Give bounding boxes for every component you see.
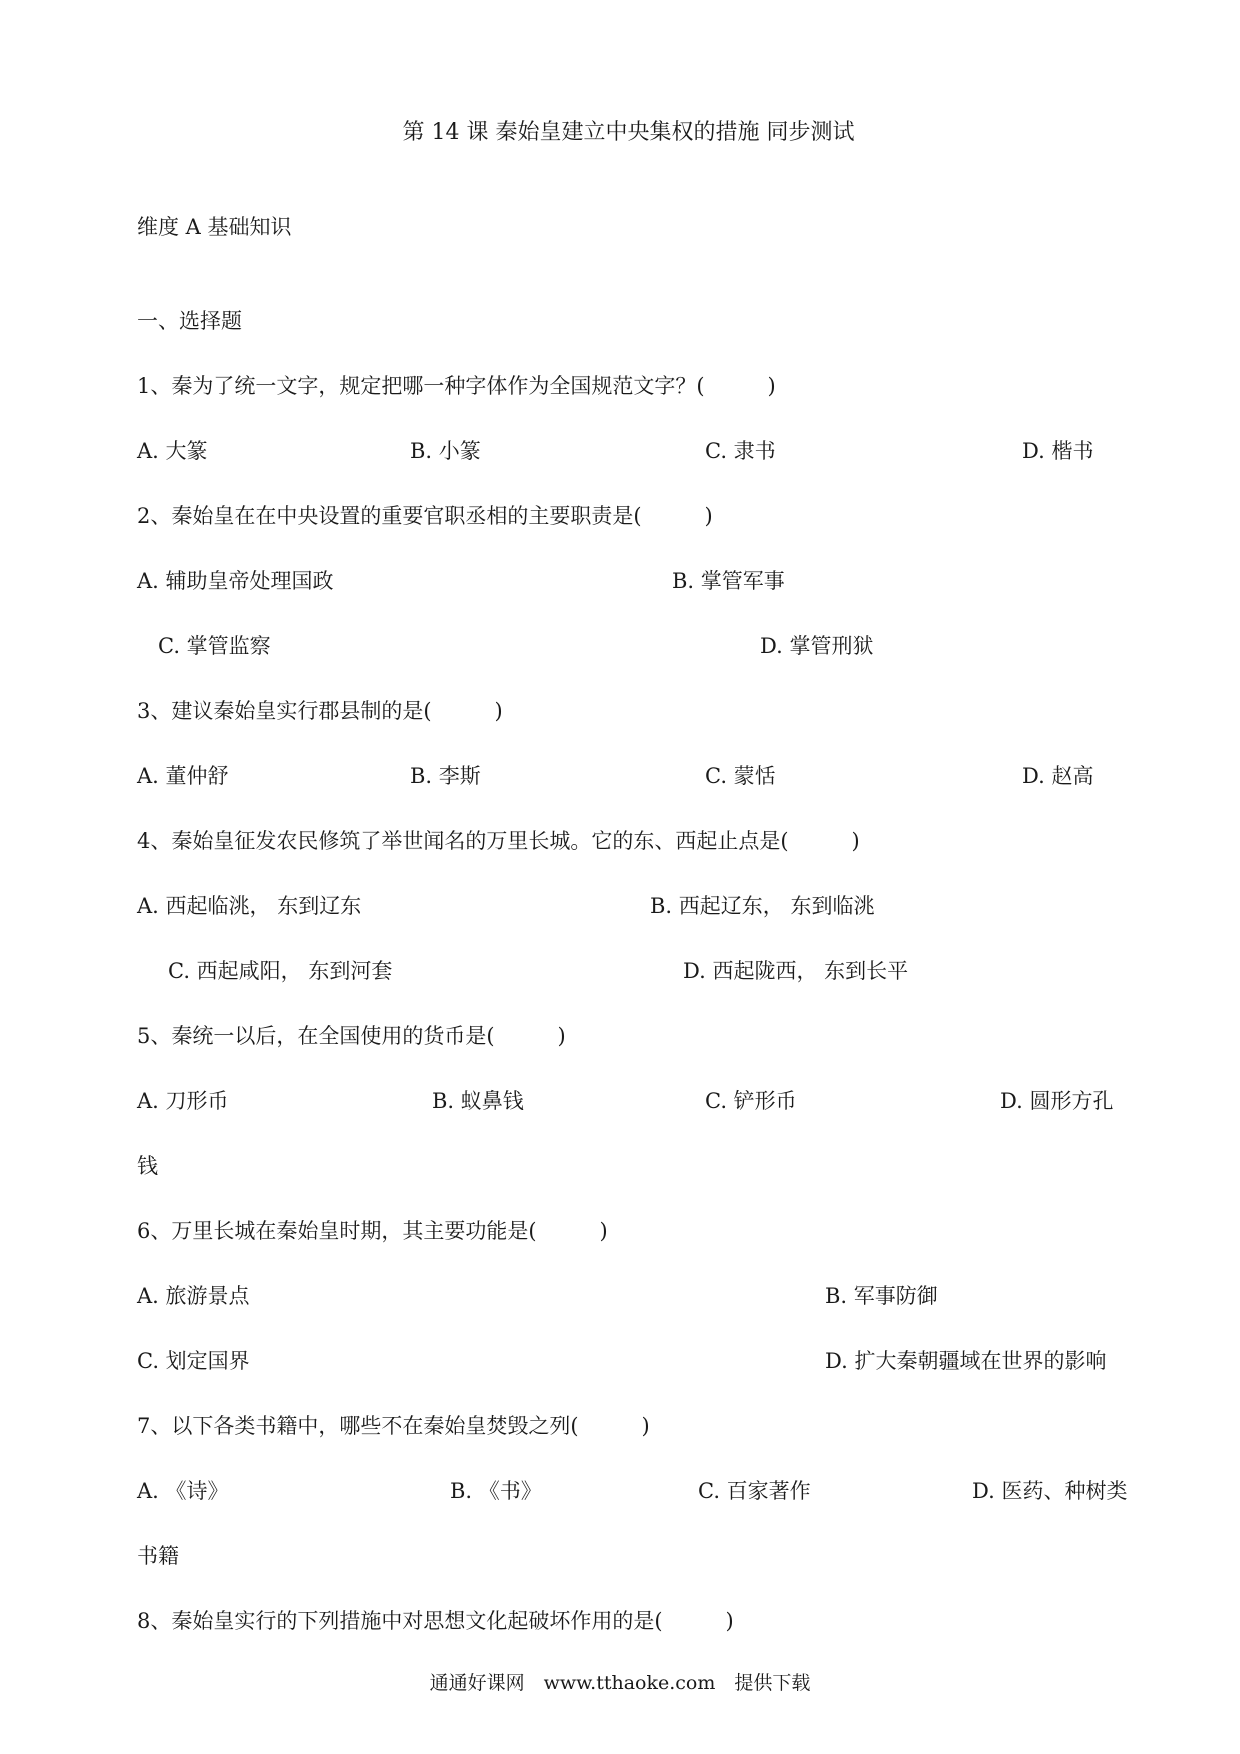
q7-option-d-continued: 书籍 <box>137 1544 179 1568</box>
q2-option-b: B. 掌管军事 <box>672 569 785 593</box>
q5-option-b: B. 蚁鼻钱 <box>432 1089 524 1113</box>
q5-option-d-continued: 钱 <box>137 1154 158 1178</box>
q3-option-c: C. 蒙恬 <box>705 764 776 788</box>
q7-option-b: B. 《书》 <box>450 1479 542 1503</box>
page-footer: 通通好课网 www.tthaoke.com 提供下载 <box>429 1672 811 1694</box>
q1-option-c: C. 隶书 <box>705 439 776 463</box>
question-2: 2、秦始皇在在中央设置的重要官职丞相的主要职责是( ) <box>137 504 713 528</box>
q4-option-a: A. 西起临洮， 东到辽东 <box>137 894 362 918</box>
question-3: 3、建议秦始皇实行郡县制的是( ) <box>137 699 503 723</box>
question-4: 4、秦始皇征发农民修筑了举世闻名的万里长城。它的东、西起止点是( ) <box>137 829 860 853</box>
q5-option-c: C. 铲形币 <box>705 1089 797 1113</box>
q5-option-d: D. 圆形方孔 <box>1000 1089 1114 1113</box>
question-7: 7、以下各类书籍中，哪些不在秦始皇焚毁之列( ) <box>137 1414 650 1438</box>
q1-option-d: D. 楷书 <box>1022 439 1094 463</box>
q3-option-a: A. 董仲舒 <box>137 764 229 788</box>
q3-option-d: D. 赵高 <box>1022 764 1094 788</box>
question-5: 5、秦统一以后，在全国使用的货币是( ) <box>137 1024 566 1048</box>
question-8: 8、秦始皇实行的下列措施中对思想文化起破坏作用的是( ) <box>137 1609 734 1633</box>
q2-option-c: C. 掌管监察 <box>158 634 271 658</box>
q5-option-a: A. 刀形币 <box>137 1089 229 1113</box>
section-heading: 维度 A 基础知识 <box>137 215 292 239</box>
question-1: 1、秦为了统一文字，规定把哪一种字体作为全国规范文字？( ) <box>137 374 776 398</box>
q7-option-c: C. 百家著作 <box>698 1479 811 1503</box>
part-heading: 一、选择题 <box>137 309 242 333</box>
question-6: 6、万里长城在秦始皇时期，其主要功能是( ) <box>137 1219 608 1243</box>
q6-option-d: D. 扩大秦朝疆域在世界的影响 <box>825 1349 1107 1373</box>
q1-option-b: B. 小篆 <box>410 439 481 463</box>
q6-option-b: B. 军事防御 <box>825 1284 938 1308</box>
q6-option-c: C. 划定国界 <box>137 1349 250 1373</box>
q3-option-b: B. 李斯 <box>410 764 481 788</box>
q4-option-c: C. 西起咸阳， 东到河套 <box>168 959 393 983</box>
q2-option-a: A. 辅助皇帝处理国政 <box>137 569 334 593</box>
q7-option-a: A. 《诗》 <box>137 1479 229 1503</box>
q6-option-a: A. 旅游景点 <box>137 1284 250 1308</box>
q4-option-d: D. 西起陇西， 东到长平 <box>683 959 909 983</box>
page-title: 第 14 课 秦始皇建立中央集权的措施 同步测试 <box>402 120 855 145</box>
q1-option-a: A. 大篆 <box>137 439 208 463</box>
q7-option-d: D. 医药、种树类 <box>972 1479 1128 1503</box>
q2-option-d: D. 掌管刑狱 <box>760 634 874 658</box>
q4-option-b: B. 西起辽东， 东到临洮 <box>650 894 875 918</box>
